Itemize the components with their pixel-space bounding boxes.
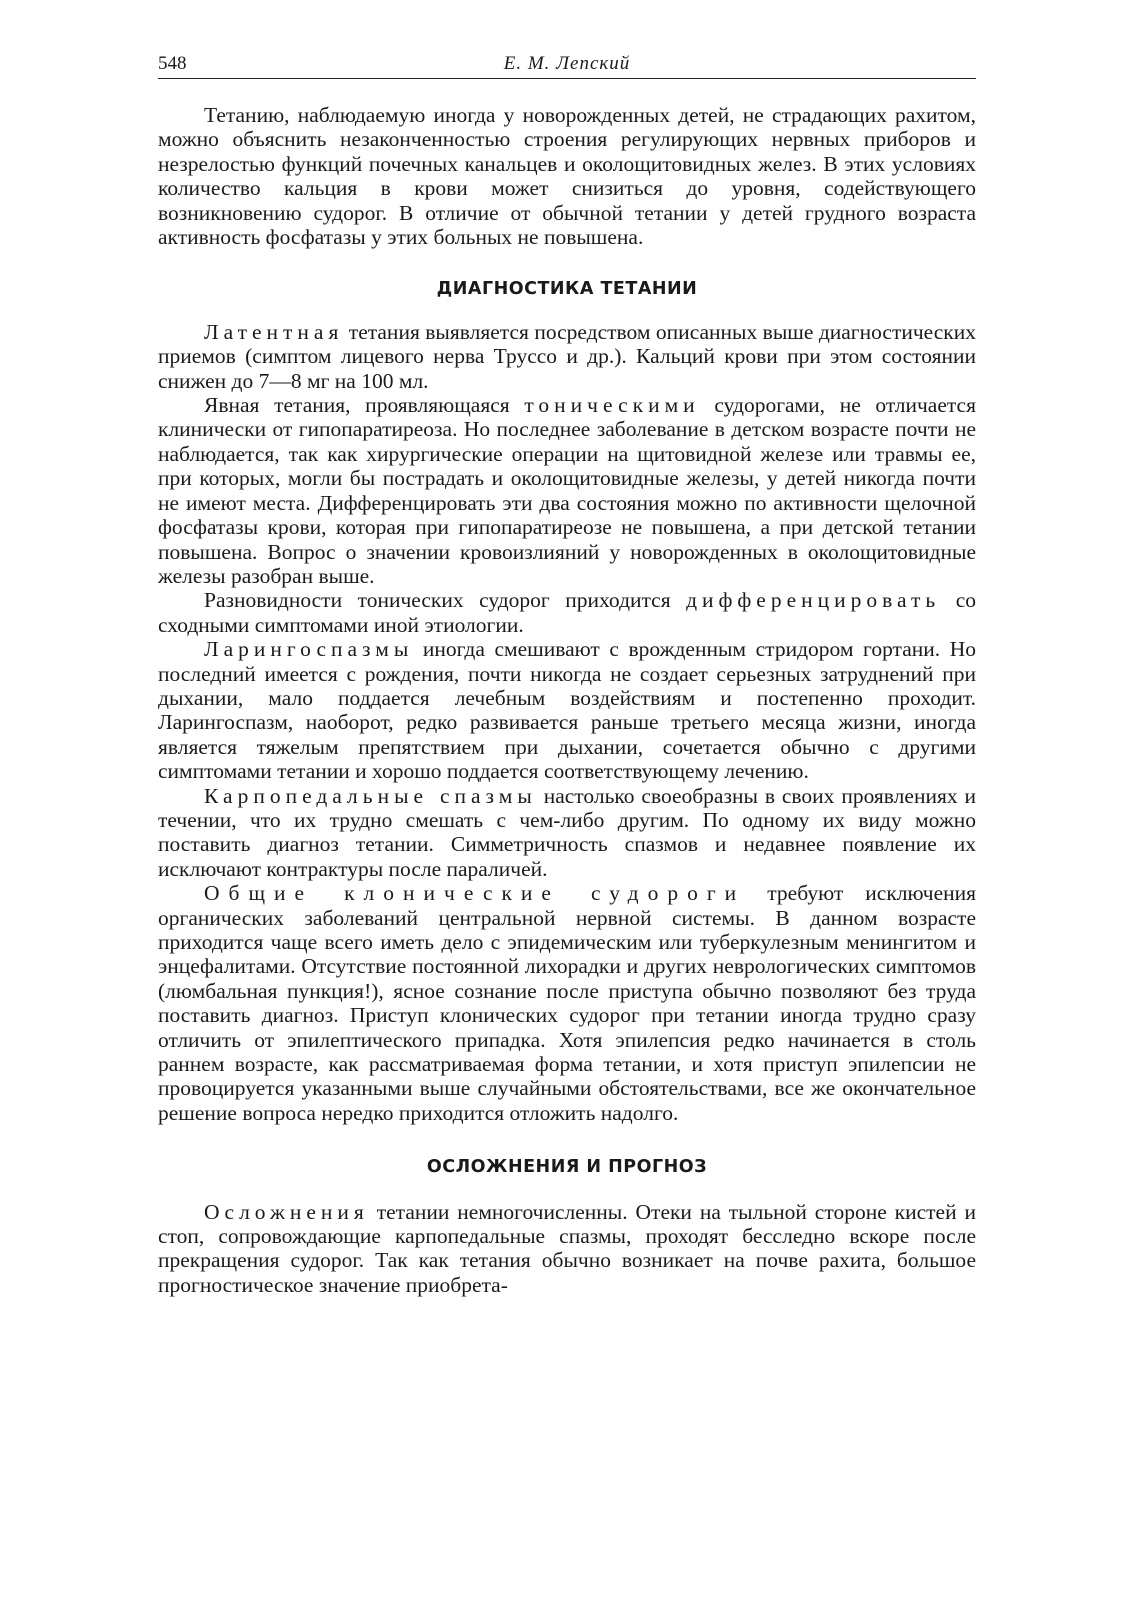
section-heading-diagnostics: ДИАГНОСТИКА ТЕТАНИИ (436, 279, 698, 300)
carpopedal-text: настолько своеобразны в своих проявлениях и течении, что их трудно смешать с чем-либо другим. По одному их виду можно поставить диагноз тетании. Симметричность спазмов и недавнее появление их исключают контрактуры после параличей. (158, 783, 976, 881)
paragraph-clonic-seizures (158, 881, 976, 1125)
varieties-text-before: Разновидности тонических судорог приходится (204, 588, 687, 613)
paragraph-carpopedal (158, 784, 976, 882)
term-complications: Осложнения (204, 1199, 369, 1224)
term-carpopedal: Карпопедальные спазмы (204, 783, 537, 808)
book-page (158, 52, 976, 1297)
body-text (158, 103, 976, 1297)
laryngospasm-text: иногда смешивают с врожденным стридором гортани. Но последний имеется с рождения, почти никогда не создает серьезных затруднений при дыхании, мало поддается лечебным воздействиям и постепенно проходит. Ларингоспазм, наоборот, редко развивается раньше третьего месяца жизни, иногда является тяжелым препятствием при дыхании, сочетается обычно с другими симптомами тетании и хорошо поддается соответствующему лечению. (158, 637, 976, 784)
paragraph-laryngospasm (158, 637, 976, 783)
section-heading-complications: ОСЛОЖНЕНИЯ И ПРОГНОЗ (426, 1157, 708, 1178)
running-header (158, 52, 976, 79)
paragraph-complications (158, 1200, 976, 1298)
complications-text: тетании немногочисленны. Отеки на тыльной стороне кистей и стоп, сопровождающие карпопедальные спазмы, проходят бесследно вскоре после прекращения судорог. Так как тетания обычно возникает на почве рахита, большое прогностическое значение приобрета- (158, 1199, 976, 1297)
paragraph-varieties (158, 588, 976, 637)
manifest-text-before: Явная тетания, проявляющаяся (204, 393, 525, 418)
term-clonic: Общие клонические судороги (204, 881, 746, 906)
page-number: 548 (158, 53, 187, 74)
term-differentiate: дифференцировать (686, 588, 941, 613)
clonic-text: требуют исключения органических заболеваний центральной нервной системы. В данном возрасте приходится чаще всего иметь дело с эпидемическим или туберкулезным менингитом и энцефалитами. Отсутствие постоянной лихорадки и других неврологических симптомов (люмбальная пункция!), ясное сознание после приступа обычно позволяют без труда поставить диагноз. Приступ клонических судорог при тетании иногда трудно сразу отличить от эпилептического припадка. Хотя эпилепсия редко начинается в столь раннем возрасте, как рассматриваемая форма тетании, и хотя приступ эпилепсии не провоцируется указанными выше случайными обстоятельствами, все же окончательное решение вопроса нередко приходится отложить надолго. (158, 881, 977, 1125)
paragraph-latent-tetany (158, 320, 976, 393)
intro-text: Тетанию, наблюдаемую иногда у новорожденных детей, не страдающих рахитом, можно объяснить незаконченностью строения регулирующих нервных приборов и незрелостью функций почечных канальцев и околощитовидных желез. В этих условиях количество кальция в крови может снизиться до уровня, содействующего возникновению судорог. В отличие от обычной тетании у детей грудного возраста активность фосфатазы у этих больных не повышена. (158, 103, 976, 250)
intro-paragraph (158, 103, 976, 249)
term-latent: Латентная (204, 319, 344, 344)
varieties-text-after: со сходными симптомами иной этиологии. (158, 588, 976, 637)
paragraph-manifest-tetany (158, 393, 976, 588)
latent-text: тетания выявляется посредством описанных выше диагностических приемов (симптом лицевого нерва Труссо и др.). Кальций крови при этом состоянии снижен до 7—8 мг на 100 мл. (158, 319, 976, 393)
term-laryngospasm: Ларингоспазмы (204, 637, 414, 662)
running-header-author: Е. М. Лепский (503, 53, 631, 74)
manifest-text-after: судорогами, не отличается клинически от гипопаратиреоза. Но последнее заболевание в детском возрасте почти не наблюдается, так как хирургические операции на щитовидной железе или травмы ее, при которых, могли бы пострадать и околощитовидные железы, у детей никогда почти не имеют места. Дифференцировать эти два состояния можно по активности щелочной фосфатазы крови, которая при гипопаратиреозе не повышена, а при детской тетании повышена. Вопрос о значении кровоизлияний у новорожденных в околощитовидные железы разобран выше. (158, 393, 976, 588)
term-tonic: тоническими (524, 393, 700, 418)
